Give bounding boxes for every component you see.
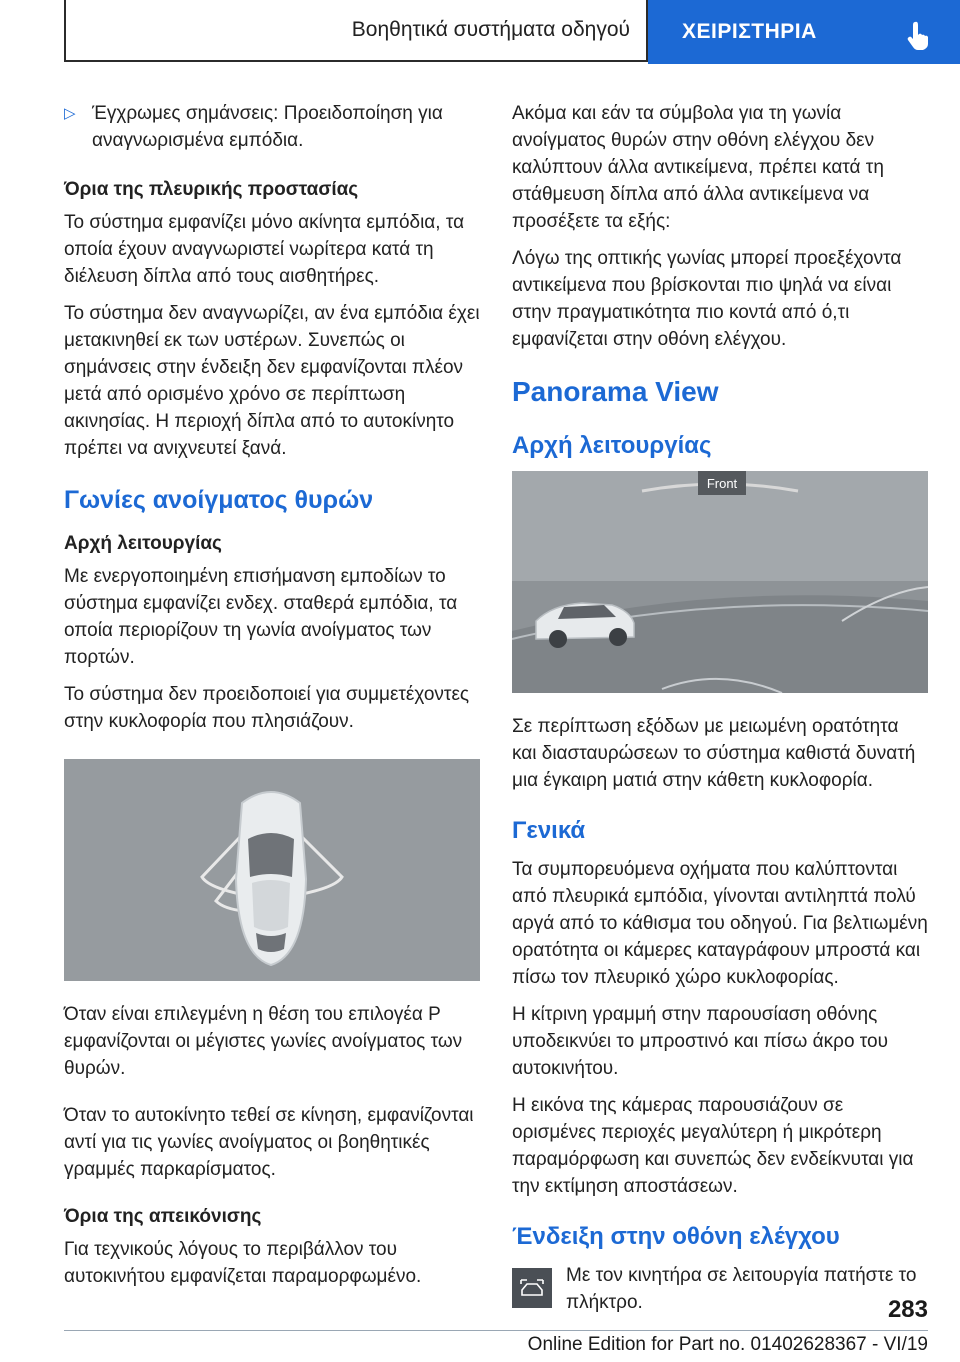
car-top-view-icon <box>64 759 480 981</box>
paragraph: Λόγω της οπτικής γωνίας μπορεί προεξέχοντα αντικείμενα που βρίσκονται πιο ψηλά να είναι στην πραγματικότητα πιο κοντά από ό,τι εμφανίζεται στην οθόνη ελέγχου. <box>512 248 902 350</box>
left-column <box>64 100 484 1300</box>
heading-general: Γενικά <box>512 817 586 844</box>
chapter-tab[interactable] <box>648 0 960 64</box>
camera-button-instruction <box>512 1262 928 1326</box>
page-number: 283 <box>887 1296 928 1323</box>
heading-principle: Αρχή λειτουργίας <box>64 533 222 554</box>
edition-text: Online Edition for Part no. 01402628367 - VI/19 <box>527 1334 928 1355</box>
chapter-title: ΧΕΙΡΙΣΤΗΡΙΑ <box>682 20 817 43</box>
heading-display: Ένδειξη στην οθόνη ελέγχου <box>512 1223 840 1250</box>
paragraph: Με ενεργοποιημένη επισήμανση εμποδίων το σύστημα εμφανίζει ενδεχ. σταθερά εμπόδια, τα οποία περιορίζουν τη γωνία ανοίγματος των πορτών. <box>64 566 458 668</box>
paragraph: Η εικόνα της κάμερας παρουσιάζουν σε ορισμένες περιοχές μεγαλύτερη ή μικρότερη παραμόρφωση και συνεπώς δεν ενδείκνυται για την εκτίμηση αποστάσεων. <box>512 1095 914 1197</box>
section-title: Βοηθητικά συστήματα οδηγού <box>64 0 648 62</box>
paragraph: Τα συμπορευόμενα οχήματα που καλύπτονται από πλευρικά εμπόδια, γίνονται αντιληπτά πολύ αργά από το κάθισμα του οδηγού. Για βελτιωμένη ορατότητα οι κάμερες καταγράφουν μπροστά και πίσω τον πλευρικό χώρο κυκλοφορίας. <box>512 859 928 988</box>
panorama-camera-view <box>512 471 928 693</box>
right-column <box>512 100 928 1326</box>
heading-door-angles: Γωνίες ανοίγματος θυρών <box>64 486 374 514</box>
paragraph: Όταν είναι επιλεγμένη η θέση του επιλογέα P εμφανίζονται οι μέγιστες γωνίες ανοίγματος των θυρών. <box>64 1004 463 1079</box>
paragraph: Για τεχνικούς λόγους το περιβάλλον του αυτοκινήτου εμφανίζεται παραμορφωμένο. <box>64 1239 422 1287</box>
triangle-bullet-icon: ▷ <box>64 105 76 122</box>
paragraph: Όταν το αυτοκίνητο τεθεί σε κίνηση, εμφανίζονται αντί για τις γωνίες ανοίγματος οι βοηθητικές γραμμές παρκαρίσματος. <box>64 1105 474 1180</box>
footer-divider <box>64 1330 928 1331</box>
page-header <box>64 0 960 64</box>
panorama-view-illustration <box>512 471 928 693</box>
door-angle-illustration <box>64 759 480 981</box>
heading-principle-right: Αρχή λειτουργίας <box>512 432 712 459</box>
paragraph: Ακόμα και εάν τα σύμβολα για τη γωνία ανοίγματος θυρών στην οθόνη ελέγχου δεν καλύπτουν άλλα αντικείμενα, πρέπει κατά τη στάθμευση δίπλα από άλλα αντικείμενα να προσέξετε τα εξής: <box>512 103 884 232</box>
front-label: Front <box>706 476 738 491</box>
bullet-item <box>64 100 484 154</box>
bullet-text: Έγχρωμες σημάνσεις: Προειδοποίηση για αναγνωρισμένα εμπόδια. <box>92 103 443 151</box>
paragraph: Το σύστημα εμφανίζει μόνο ακίνητα εμπόδια, τα οποία έχουν αναγνωριστεί νωρίτερα κατά τη διέλευση δίπλα από τους αισθητήρες. <box>64 212 465 287</box>
pointing-hand-icon <box>906 20 936 50</box>
paragraph: Η κίτρινη γραμμή στην παρουσίαση οθόνης υποδεικνύει το μπροστινό και πίσω άκρο του αυτοκινήτου. <box>512 1004 888 1079</box>
paragraph: Το σύστημα δεν προειδοποιεί για συμμετέχοντες στην κυκλοφορία που πλησιάζουν. <box>64 684 470 732</box>
camera-key-icon[interactable] <box>512 1268 552 1308</box>
heading-panorama-view: Panorama View <box>512 376 719 407</box>
paragraph: Το σύστημα δεν αναγνωρίζει, αν ένα εμπόδια έχει μετακινηθεί εκ των υστέρων. Συνεπώς οι σημάνσεις στην ένδειξη δεν εμφανίζονται πλέον μετά από ορισμένο χρόνο σε περίπτωση ακινησίας. Η περιοχή δίπλα από το αυτοκίνητο πρέπει να ανιχνευτεί ξανά. <box>64 303 480 459</box>
paragraph: Σε περίπτωση εξόδων με μειωμένη ορατότητα και διασταυρώσεων το σύστημα καθιστά δυνατή μια έγκαιρη ματιά στην κάθετη κυκλοφορία. <box>512 716 916 791</box>
heading-lateral-limits: Όρια της πλευρικής προστασίας <box>64 179 359 200</box>
car-camera-icon <box>517 1276 547 1300</box>
paragraph: Με τον κινητήρα σε λειτουργία πατήστε το πλήκτρο. <box>566 1265 917 1313</box>
heading-display-limits: Όρια της απεικόνισης <box>64 1206 262 1227</box>
